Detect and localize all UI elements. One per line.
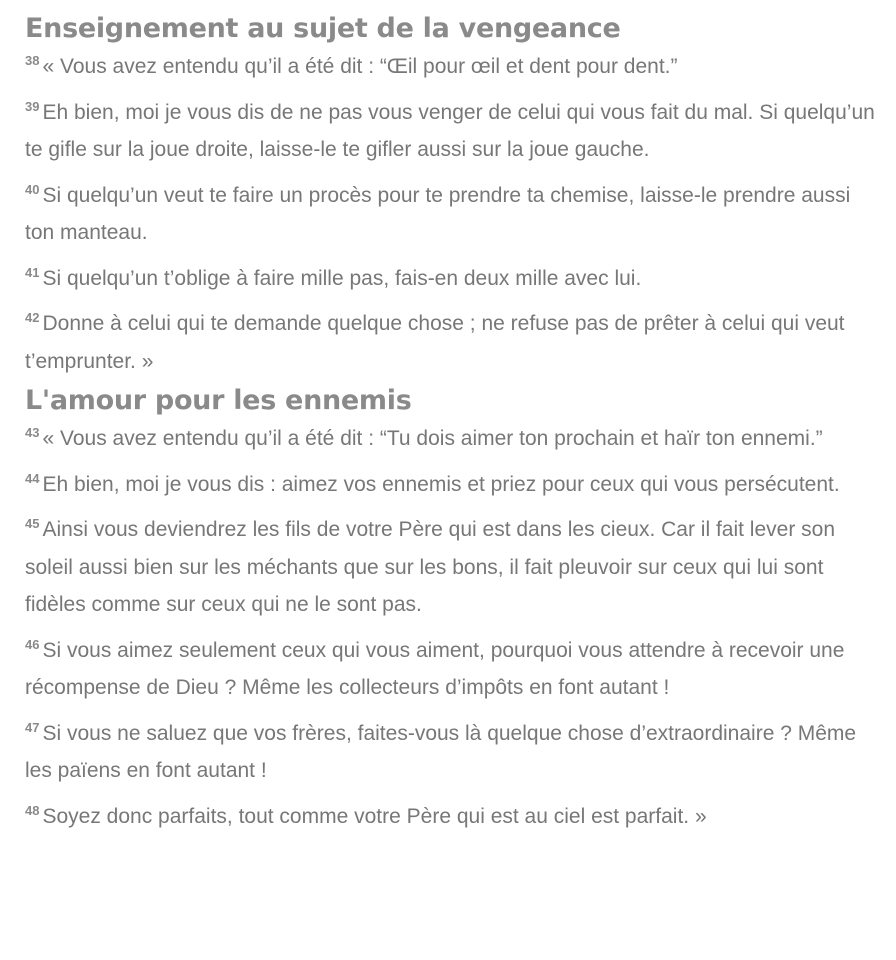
verse-text: Ainsi vous deviendrez les fils de votre Père qui est dans les cieux. Car il fait lever son soleil aussi bien sur les méchants que sur les bons, il fait pleuvoir sur ceux qui lui sont fidèles comme sur ceux qui ne le sont pas. bbox=[25, 518, 836, 616]
verse bbox=[25, 715, 880, 790]
section-love-enemies bbox=[25, 382, 880, 835]
verse-number: 46 bbox=[25, 636, 40, 652]
verse-text: Eh bien, moi je vous dis : aimez vos ennemis et priez pour ceux qui vous persécutent. bbox=[42, 472, 840, 496]
verse bbox=[25, 420, 880, 458]
verse-text: Eh bien, moi je vous dis de ne pas vous venger de celui qui vous fait du mal. Si quelqu’un te gifle sur la joue droite, laisse-le te gifler aussi sur la joue gauche. bbox=[25, 100, 875, 161]
verse-text: Si quelqu’un t’oblige à faire mille pas, fais-en deux mille avec lui. bbox=[42, 266, 642, 290]
verse-number: 47 bbox=[25, 719, 40, 735]
verse-text: Donne à celui qui te demande quelque chose ; ne refuse pas de prêter à celui qui veut t’emprunter. » bbox=[25, 312, 845, 373]
verse-number: 45 bbox=[25, 516, 40, 531]
verse-number: 48 bbox=[25, 802, 40, 818]
section-vengeance bbox=[25, 10, 880, 380]
verse bbox=[25, 260, 880, 298]
verse bbox=[25, 511, 880, 624]
verse bbox=[25, 48, 880, 86]
verse-text: Soyez donc parfaits, tout comme votre Père qui est au ciel est parfait. » bbox=[42, 804, 707, 828]
verse-text: Si vous ne saluez que vos frères, faites-vous là quelque chose d’extraordinaire ? Même les païens en font autant ! bbox=[25, 721, 857, 782]
verse-text: Si vous aimez seulement ceux qui vous aiment, pourquoi vous attendre à recevoir une récompense de Dieu ? Même les collecteurs d’impôts en font autant ! bbox=[25, 638, 845, 699]
verse-number: 39 bbox=[25, 98, 40, 114]
verse-number: 41 bbox=[25, 264, 40, 280]
verse-text: Si quelqu’un veut te faire un procès pour te prendre ta chemise, laisse-le prendre aussi ton manteau. bbox=[25, 183, 851, 244]
verse-text: « Vous avez entendu qu’il a été dit : “Tu dois aimer ton prochain et haïr ton ennemi.” bbox=[42, 427, 823, 450]
section-heading: L'amour pour les ennemis bbox=[25, 385, 412, 416]
verse bbox=[25, 305, 880, 380]
verse bbox=[25, 177, 880, 252]
verse-number: 40 bbox=[25, 181, 40, 197]
verse-text: « Vous avez entendu qu’il a été dit : “Œil pour œil et dent pour dent.” bbox=[42, 55, 678, 78]
verse bbox=[25, 798, 880, 836]
verse bbox=[25, 466, 880, 504]
verse-number: 42 bbox=[25, 310, 40, 325]
section-heading: Enseignement au sujet de la vengeance bbox=[25, 13, 621, 44]
scripture-passage bbox=[25, 10, 880, 843]
verse-number: 43 bbox=[25, 425, 40, 440]
verse bbox=[25, 632, 880, 707]
verse-number: 44 bbox=[25, 470, 40, 486]
verse-number: 38 bbox=[25, 53, 40, 68]
verse bbox=[25, 94, 880, 169]
